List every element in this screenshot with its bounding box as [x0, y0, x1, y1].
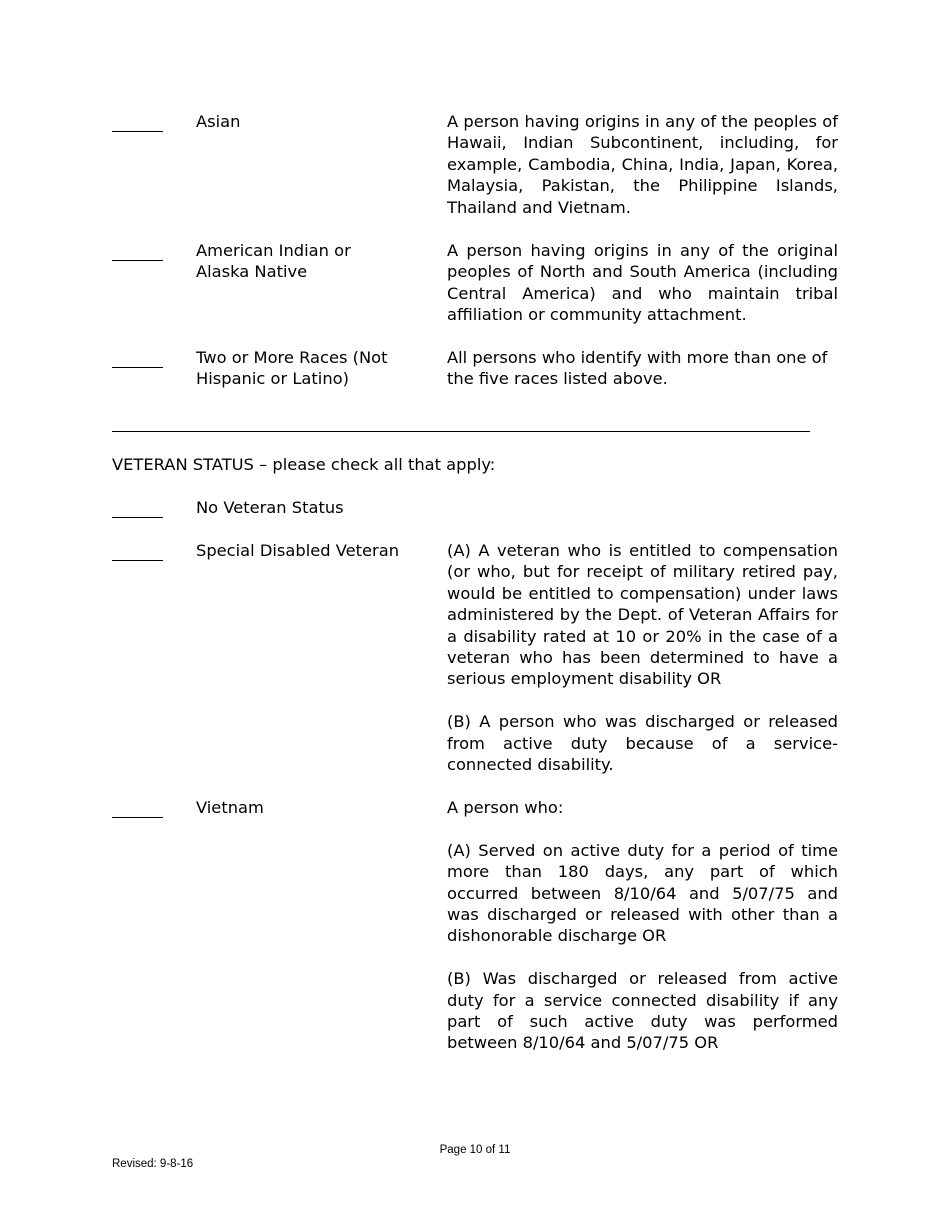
checkbox-blank-two-or-more[interactable] [112, 347, 163, 368]
race-label: Two or More Races (Not Hispanic or Latino) [196, 348, 388, 389]
page-number: Page 10 of 11 [439, 1144, 511, 1156]
checkbox-blank-asian[interactable] [112, 111, 163, 132]
description-paragraph: (A) Served on active duty for a period of time more than 180 days, any part of which occurred between 8/10/64 and 5/07/75 and was discharged or released with other than a dishonorable discharge OR [447, 840, 838, 946]
race-description: A person having origins in any of the peoples of Hawaii, Indian Subcontinent, including, for example, Cambodia, China, India, Japan, Korea, Malaysia, Pakistan, the Philippine Islands, Thailand and Vietnam. [447, 112, 838, 217]
veteran-description [447, 797, 838, 1054]
description-paragraph: A person who: [447, 798, 564, 817]
checkbox-blank-american-indian[interactable] [112, 240, 163, 261]
race-description: A person having origins in any of the original peoples of North and South America (including Central America) and who maintain tribal affiliation or community attachment. [447, 241, 838, 325]
race-description: All persons who identify with more than one of the five races listed above. [447, 348, 828, 389]
checkbox-blank-special-disabled-veteran[interactable] [112, 540, 163, 561]
veteran-status-heading: VETERAN STATUS – please check all that apply: [112, 455, 496, 474]
veteran-label: Special Disabled Veteran [196, 541, 400, 560]
race-label: Asian [196, 112, 241, 131]
veteran-label: Vietnam [196, 798, 264, 817]
veteran-description [447, 540, 838, 775]
description-paragraph: (B) Was discharged or released from active duty for a service connected disability if any part of such active duty was performed between 8/10/64 and 5/07/75 OR [447, 969, 838, 1053]
race-label: American Indian or Alaska Native [196, 241, 351, 282]
description-paragraph: (B) A person who was discharged or released from active duty because of a service-connected disability. [447, 712, 838, 775]
revision-date: Revised: 9-8-16 [112, 1158, 194, 1170]
veteran-label: No Veteran Status [196, 498, 344, 517]
section-divider [112, 431, 810, 432]
checkbox-blank-no-veteran-status[interactable] [112, 497, 163, 518]
description-paragraph: (A) A veteran who is entitled to compensation (or who, but for receipt of military retired pay, would be entitled to compensation) under laws administered by the Dept. of Veteran Affairs for a disability rated at 10 or 20% in the case of a veteran who has been determined to have a serious employment disability OR [447, 541, 838, 689]
checkbox-blank-vietnam[interactable] [112, 797, 163, 818]
